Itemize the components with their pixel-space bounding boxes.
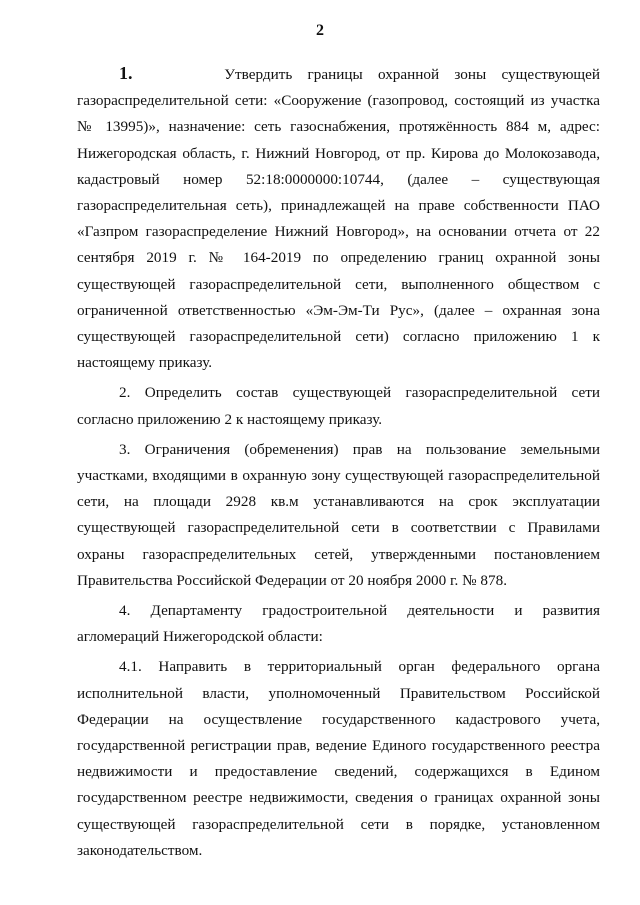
paragraph-1-number: 1. xyxy=(119,63,133,83)
paragraph-1-text: Утвердить границы охранной зоны существующей газораспределительной сети: «Сооружение (газопровод, состоящий из участка № 13995)», назначение: сеть газоснабжения, протяжённость 884 м, адрес: Нижегородская область, г. Нижний Новгород, от пр. Кирова до Молокозавода, кадастровый номер 52:18:0000000:10744, (далее – существующая газораспределительная сеть), принадлежащей на праве собственности ПАО «Газпром газораспределение Нижний Новгород», на основании отчета от 22 сентября 2019 г. № 164-2019 по определению границ охранной зоны существующей газораспределительной сети, выполненного обществом с ограниченной ответственностью «Эм-Эм-Ти Рус», (далее – охранная зона существующей газораспределительной сети) согласно приложению 1 к настоящему приказу. xyxy=(77,66,600,372)
page-number: 2 xyxy=(316,22,324,39)
paragraph-3: 3. Ограничения (обременения) прав на пользование земельными участками, входящими в охранную зону существующей газораспределительной сети, на площади 2928 кв.м устанавливаются на срок эксплуатации существующей газораспределительной сети в соответствии с Правилами охраны газораспределительных сетей, утвержденными постановлением Правительства Российской Федерации от 20 ноября 2000 г. № 878. xyxy=(77,440,600,589)
document-body xyxy=(77,60,600,868)
paragraph-4-1: 4.1. Направить в территориальный орган федерального органа исполнительной власти, уполномоченный Правительством Российской Федерации на осуществление государственного кадастрового учета, государственной регистрации прав, ведение Единого государственного реестра недвижимости и предоставление сведений, содержащихся в Едином государственном реестре недвижимости, сведения о границах охранной зоны существующей газораспределительной сети в порядке, установленном законодательством. xyxy=(77,658,600,859)
paragraph-4: 4. Департаменту градостроительной деятельности и развития агломераций Нижегородской области: xyxy=(77,602,600,646)
paragraph-1 xyxy=(77,60,600,376)
paragraph-2: 2. Определить состав существующей газораспределительной сети согласно приложению 2 к настоящему приказу. xyxy=(77,384,600,428)
